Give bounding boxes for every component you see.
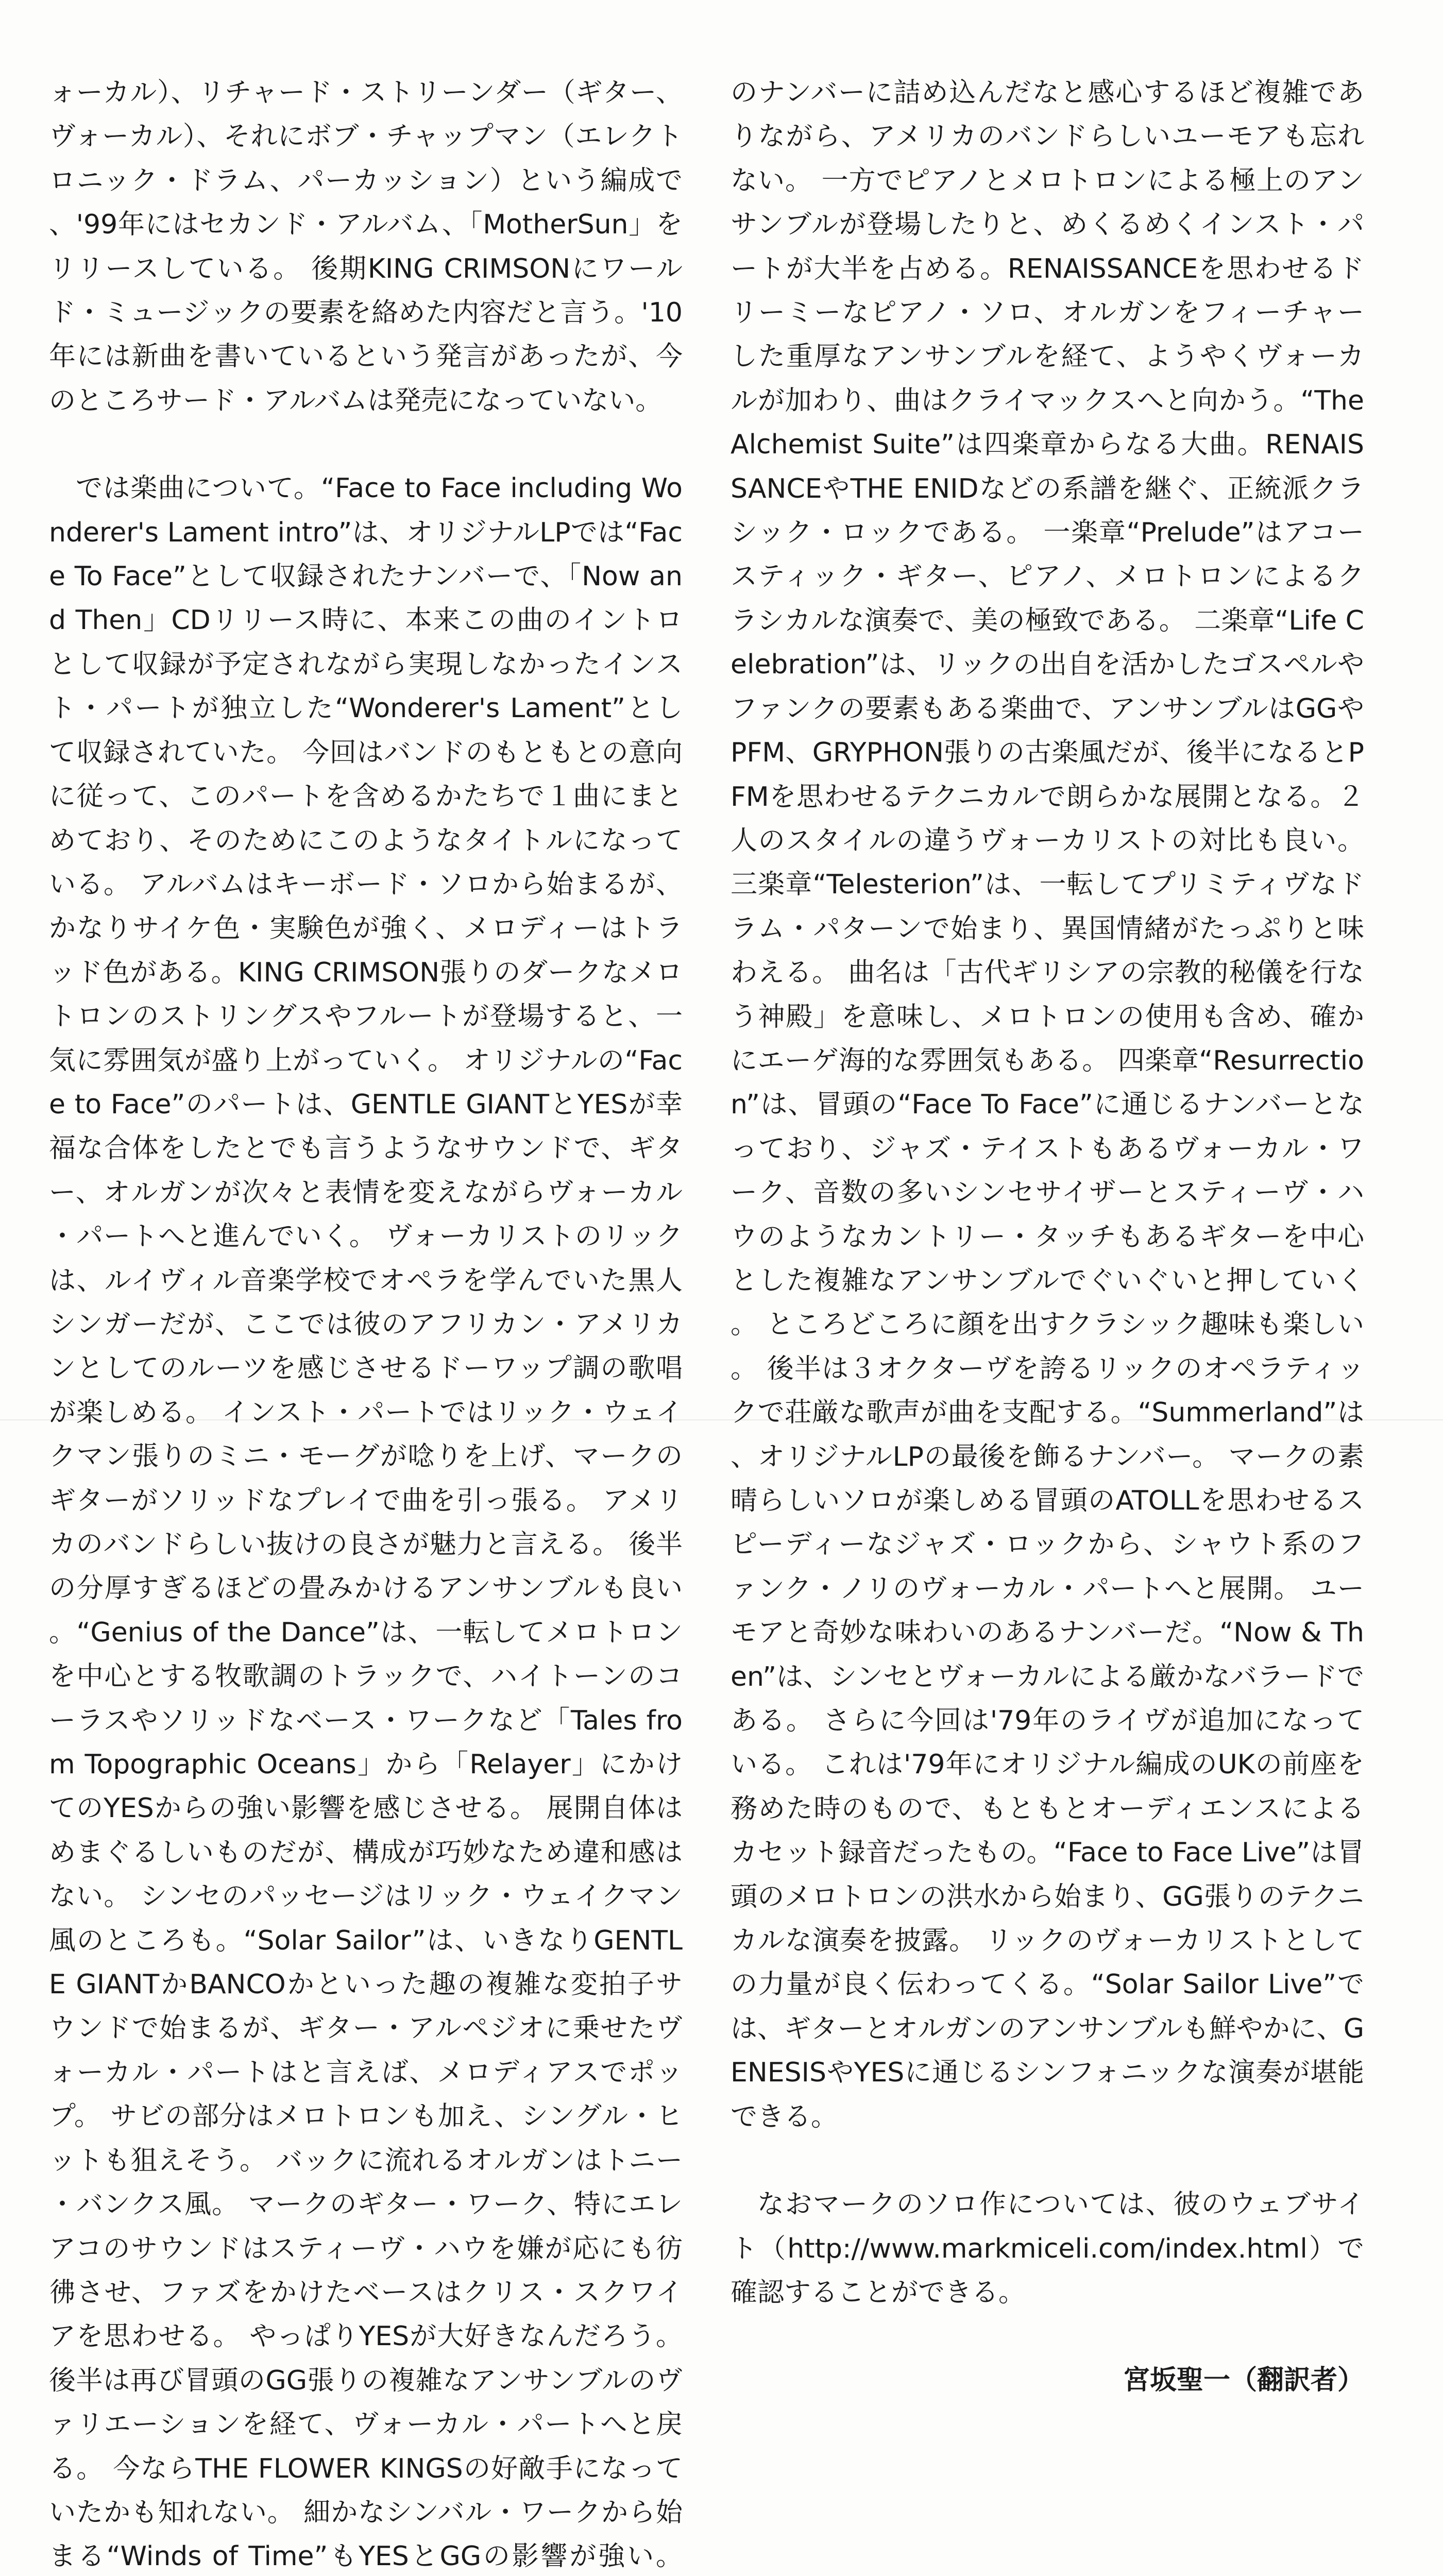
author-signature: 宮坂聖一（翻訳者）	[1123, 2365, 1364, 2396]
left-paragraph-1: ォーカル）、リチャード・ストリーンダー（ギター、ヴォーカル）、それにボブ・チャップマン（エレクトロニック・ドラム、パーカッション）という編成で、'99年にはセカンド・アルバム、「MotherSun」をリリースしている。 後期KING CRIMSONにワールド・ミュージックの要素を絡めた内容だと言う。'10年には新曲を書いているという発言があったが、今のところサード・アルバムは発売になっていない。	[49, 77, 683, 416]
left-paragraph-2: では楽曲について。“Face to Face including Wonderer's Lament intro”は、オリジナルLPでは“Face To Face”として収録されたナンバーで、「Now and Then」CDリリース時に、本来この曲のイントロとして収録が予定されながら実現しなかったインスト・パートが独立した“Wonderer's Lament”として収録されていた。 今回はバンドのもともとの意向に従って、このパートを含めるかたちで１曲にまとめており、そのためにこのようなタイトルになっている。 アルバムはキーボード・ソロから始まるが、かなりサイケ色・実験色が強く、メロディーはトラッド色がある。KING CRIMSON張りのダークなメロトロンのストリングスやフルートが登場すると、一気に雰囲気が盛り上がっていく。 オリジナルの“Face to Face”のパートは、GENTLE GIANTとYESが幸福な合体をしたとでも言うようなサウンドで、ギター、オルガンが次々と表情を変えながらヴォーカル・パートへと進んでいく。 ヴォーカリストのリックは、ルイヴィル音楽学校でオペラを学んでいた黒人シンガーだが、ここでは彼のアフリカン・アメリカンとしてのルーツを感じさせるドーワップ調の歌唱が楽しめる。 インスト・パートではリック・ウェイクマン張りのミニ・モーグが唸りを上げ、マークのギターがソリッドなプレイで曲を引っ張る。 アメリカのバンドらしい抜けの良さが魅力と言える。 後半の分厚すぎるほどの畳みかけるアンサンブルも良い。“Genius of the Dance”は、一転してメロトロンを中心とする牧歌調のトラックで、ハイトーンのコーラスやソリッドなベース・ワークなど「Tales from Topographic Oceans」から「Relayer」にかけてのYESからの強い影響を感じさせる。 展開自体はめまぐるしいものだが、構成が巧妙なため違和感はない。 シンセのパッセージはリック・ウェイクマン風のところも。“Solar Sailor”は、いきなりGENTLE GIANTかBANCOかといった趣の複雑な変拍子サウンドで始まるが、ギター・アルペジオに乗せたヴォーカル・パートはと言えば、メロディアスでポップ。 サビの部分はメロトロンも加え、シングル・ヒットも狙えそう。 バックに流れるオルガンはトニー・バンクス風。 マークのギター・ワーク、特にエレアコのサウンドはスティーヴ・ハウを嫌が応にも彷彿させ、ファズをかけたベースはクリス・スクワイアを思わせる。 やっぱりYESが大好きなんだろう。 後半は再び冒頭のGG張りの複雑なアンサンブルのヴァリエーションを経て、ヴォーカル・パートへと戻る。 今ならTHE FLOWER KINGSの好敵手になっていたかも知れない。 細かなシンバル・ワークから始まる“Winds of Time”もYESとGGの影響が強い。	[49, 473, 683, 2572]
right-column	[731, 71, 1364, 2403]
left-column	[49, 71, 683, 2576]
right-paragraph-2: なおマークのソロ作については、彼のウェブサイト（http://www.markmiceli.com/index.html）で確認することができる。	[731, 2189, 1364, 2308]
right-paragraph-1: のナンバーに詰め込んだなと感心するほど複雑でありながら、アメリカのバンドらしいユーモアも忘れない。 一方でピアノとメロトロンによる極上のアンサンブルが登場したりと、めくるめくインスト・パートが大半を占める。RENAISSANCEを思わせるドリーミーなピアノ・ソロ、オルガンをフィーチャーした重厚なアンサンブルを経て、ようやくヴォーカルが加わり、曲はクライマックスへと向かう。“The Alchemist Suite”は四楽章からなる大曲。RENAISSANCEやTHE ENIDなどの系譜を継ぐ、正統派クラシック・ロックである。 一楽章“Prelude”はアコースティック・ギター、ピアノ、メロトロンによるクラシカルな演奏で、美の極致である。 二楽章“Life Celebration”は、リックの出自を活かしたゴスペルやファンクの要素もある楽曲で、アンサンブルはGGやPFM、GRYPHON張りの古楽風だが、後半になるとPFMを思わせるテクニカルで朗らかな展開となる。２人のスタイルの違うヴォーカリストの対比も良い。三楽章“Telesterion”は、一転してプリミティヴなドラム・パターンで始まり、異国情緒がたっぷりと味わえる。 曲名は「古代ギリシアの宗教的秘儀を行なう神殿」を意味し、メロトロンの使用も含め、確かにエーゲ海的な雰囲気もある。 四楽章“Resurrection”は、冒頭の“Face To Face”に通じるナンバーとなっており、ジャズ・テイストもあるヴォーカル・ワーク、音数の多いシンセサイザーとスティーヴ・ハウのようなカントリー・タッチもあるギターを中心とした複雑なアンサンブルでぐいぐいと押していく。 ところどころに顔を出すクラシック趣味も楽しい。 後半は３オクターヴを誇るリックのオペラティックで荘厳な歌声が曲を支配する。“Summerland”は、オリジナルLPの最後を飾るナンバー。 マークの素晴らしいソロが楽しめる冒頭のATOLLを思わせるスピーディーなジャズ・ロックから、シャウト系のファンク・ノリのヴォーカル・パートへと展開。 ユーモアと奇妙な味わいのあるナンバーだ。“Now & Then”は、シンセとヴォーカルによる厳かなバラードである。 さらに今回は'79年のライヴが追加になっている。 これは'79年にオリジナル編成のUKの前座を務めた時のもので、もともとオーディエンスによるカセット録音だったもの。“Face to Face Live”は冒頭のメロトロンの洪水から始まり、GG張りのテクニカルな演奏を披露。 リックのヴォーカリストとしての力量が良く伝わってくる。“Solar Sailor Live”では、ギターとオルガンのアンサンブルも鮮やかに、GENESISやYESに通じるシンフォニックな演奏が堪能できる。	[731, 77, 1364, 2132]
